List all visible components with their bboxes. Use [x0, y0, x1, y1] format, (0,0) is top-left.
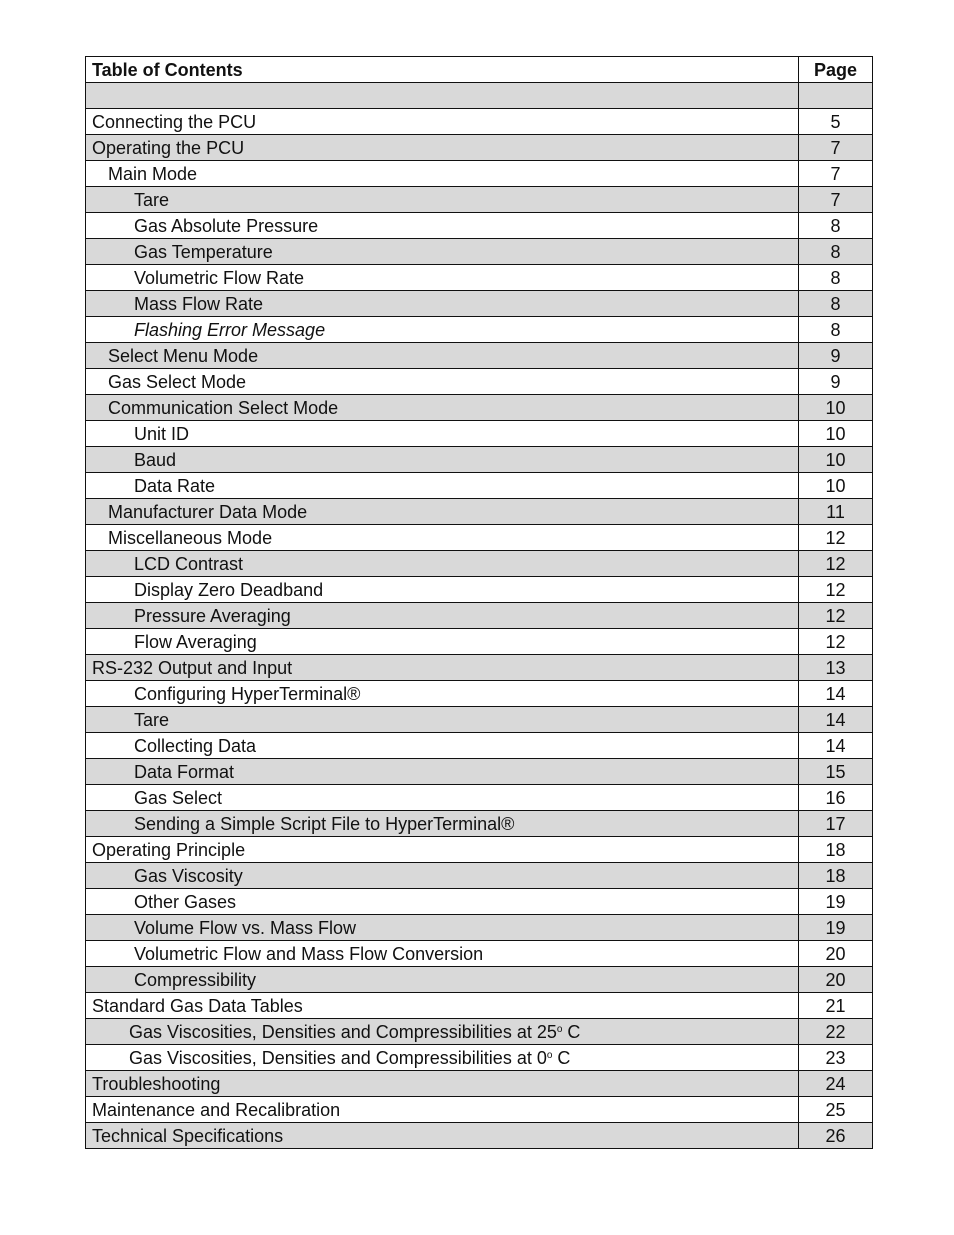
toc-row [86, 421, 873, 447]
toc-entry-page: 5 [799, 109, 873, 135]
toc-entry-text: Standard Gas Data Tables [92, 995, 303, 1016]
toc-entry-page: 8 [799, 265, 873, 291]
toc-entry-text: Communication Select Mode [108, 397, 339, 418]
toc-entry-title [86, 707, 799, 733]
toc-row [86, 1123, 873, 1149]
toc-entry-text: Unit ID [134, 423, 190, 444]
toc-entry-page: 19 [799, 889, 873, 915]
toc-row [86, 109, 873, 135]
toc-entry-text: Volumetric Flow Rate [134, 267, 305, 288]
toc-entry-title [86, 1045, 799, 1071]
toc-entry-title [86, 83, 799, 109]
toc-entry-text: Troubleshooting [92, 1073, 221, 1094]
toc-entry-page: 14 [799, 733, 873, 759]
toc-entry-text: Data Format [134, 761, 235, 782]
toc-entry-text: Baud [134, 449, 177, 470]
toc-entry-title [86, 993, 799, 1019]
toc-entry-page: 8 [799, 317, 873, 343]
toc-row [86, 473, 873, 499]
toc-row [86, 967, 873, 993]
toc-entry-title [86, 187, 799, 213]
toc-row [86, 343, 873, 369]
toc-entry-text: Other Gases [134, 891, 237, 912]
toc-row [86, 707, 873, 733]
toc-entry-page: 26 [799, 1123, 873, 1149]
toc-entry-title [86, 889, 799, 915]
toc-row [86, 863, 873, 889]
toc-entry-page: 8 [799, 291, 873, 317]
toc-entry-text: Display Zero Deadband [134, 579, 324, 600]
toc-entry-page: 8 [799, 213, 873, 239]
toc-entry-page: 25 [799, 1097, 873, 1123]
toc-entry-page: 11 [799, 499, 873, 525]
toc-entry-page: 7 [799, 135, 873, 161]
toc-row [86, 187, 873, 213]
toc-entry-text: Gas Absolute Pressure [134, 215, 319, 236]
toc-entry-title [86, 135, 799, 161]
toc-entry-title [86, 759, 799, 785]
toc-entry-page: 16 [799, 785, 873, 811]
toc-entry-page: 10 [799, 473, 873, 499]
toc-entry-text: Miscellaneous Mode [108, 527, 273, 548]
toc-entry-page: 20 [799, 967, 873, 993]
toc-entry-title [86, 525, 799, 551]
toc-row [86, 1097, 873, 1123]
toc-entry-title [86, 1123, 799, 1149]
toc-entry-text: Operating the PCU [92, 137, 245, 158]
toc-entry-text: Compressibility [134, 969, 257, 990]
toc-row [86, 1071, 873, 1097]
toc-entry-page: 14 [799, 681, 873, 707]
toc-entry-title [86, 655, 799, 681]
toc-entry-page: 10 [799, 395, 873, 421]
toc-entry-text: Gas Viscosity [134, 865, 243, 886]
toc-row [86, 395, 873, 421]
toc-entry-title [86, 681, 799, 707]
toc-entry-title [86, 551, 799, 577]
toc-row [86, 681, 873, 707]
toc-row [86, 993, 873, 1019]
toc-row [86, 525, 873, 551]
toc-row [86, 889, 873, 915]
toc-entry-page: 21 [799, 993, 873, 1019]
toc-entry-text: Gas Temperature [134, 241, 273, 262]
toc-entry-text: Gas Select Mode [108, 371, 247, 392]
toc-entry-page: 22 [799, 1019, 873, 1045]
toc-entry-text: LCD Contrast [134, 553, 244, 574]
toc-entry-text: Data Rate [134, 475, 216, 496]
toc-row [86, 317, 873, 343]
toc-row [86, 655, 873, 681]
toc-entry-page: 18 [799, 863, 873, 889]
toc-entry-title [86, 343, 799, 369]
toc-entry-page: 18 [799, 837, 873, 863]
toc-row [86, 603, 873, 629]
toc-entry-text: Volume Flow vs. Mass Flow [134, 917, 357, 938]
toc-entry-text: RS-232 Output and Input [92, 657, 293, 678]
toc-entry-page: 8 [799, 239, 873, 265]
toc-entry-text: Maintenance and Recalibration [92, 1099, 341, 1120]
toc-entry-text: Select Menu Mode [108, 345, 259, 366]
toc-entry-title [86, 837, 799, 863]
toc-entry-title [86, 109, 799, 135]
toc-entry-title [86, 1071, 799, 1097]
toc-entry-text: Technical Specifications [92, 1125, 284, 1146]
table-of-contents [85, 56, 873, 1149]
toc-entry-title [86, 1097, 799, 1123]
toc-entry-page: 12 [799, 525, 873, 551]
toc-entry-title [86, 733, 799, 759]
toc-entry-title [86, 629, 799, 655]
toc-row [86, 837, 873, 863]
toc-entry-text: Connecting the PCU [92, 111, 257, 132]
toc-entry-title [86, 915, 799, 941]
toc-entry-text: Collecting Data [134, 735, 257, 756]
toc-row [86, 915, 873, 941]
toc-entry-text: Tare [134, 189, 170, 210]
toc-entry-text: Gas Select [134, 787, 223, 808]
toc-row [86, 733, 873, 759]
toc-entry-title [86, 967, 799, 993]
toc-entry-text: Operating Principle [92, 839, 246, 860]
toc-entry-page: 19 [799, 915, 873, 941]
toc-entry-text: Gas Viscosities, Densities and Compressibilities at 25 [129, 1021, 557, 1042]
degree-superscript: o [546, 1049, 553, 1061]
toc-entry-page: 7 [799, 161, 873, 187]
toc-entry-page: 9 [799, 343, 873, 369]
toc-row [86, 577, 873, 603]
toc-entry-page: 23 [799, 1045, 873, 1071]
toc-entry-title [86, 941, 799, 967]
toc-entry-page: 10 [799, 421, 873, 447]
toc-entry-title [86, 863, 799, 889]
toc-entry-page: 12 [799, 603, 873, 629]
toc-entry-page: 12 [799, 551, 873, 577]
toc-entry-unit: C [552, 1047, 571, 1068]
toc-entry-unit: C [562, 1021, 581, 1042]
toc-entry-title [86, 317, 799, 343]
toc-entry-page: 12 [799, 577, 873, 603]
toc-entry-text: Gas Viscosities, Densities and Compressibilities at 0 [129, 1047, 547, 1068]
toc-entry-text: Pressure Averaging [134, 605, 291, 626]
toc-row [86, 369, 873, 395]
toc-row [86, 265, 873, 291]
toc-entry-title [86, 369, 799, 395]
toc-row [86, 135, 873, 161]
toc-entry-title [86, 265, 799, 291]
toc-entry-page: 20 [799, 941, 873, 967]
toc-row [86, 811, 873, 837]
toc-entry-title [86, 1019, 799, 1045]
toc-entry-text: Flashing Error Message [134, 319, 326, 340]
toc-entry-title [86, 421, 799, 447]
toc-row [86, 1045, 873, 1071]
toc-entry-title [86, 395, 799, 421]
toc-entry-text: Volumetric Flow and Mass Flow Conversion [134, 943, 484, 964]
toc-row [86, 551, 873, 577]
toc-entry-page: 13 [799, 655, 873, 681]
page-column-header: Page [799, 57, 873, 83]
toc-title: Table of Contents [86, 57, 799, 83]
toc-row [86, 629, 873, 655]
toc-entry-title [86, 785, 799, 811]
toc-entry-title [86, 603, 799, 629]
toc-entry-text: Tare [134, 709, 170, 730]
toc-row [86, 759, 873, 785]
toc-entry-title [86, 161, 799, 187]
toc-entry-page: 10 [799, 447, 873, 473]
toc-entry-title [86, 213, 799, 239]
toc-entry-page: 12 [799, 629, 873, 655]
toc-entry-title [86, 291, 799, 317]
toc-entry-text: Mass Flow Rate [134, 293, 264, 314]
toc-entry-page: 14 [799, 707, 873, 733]
toc-row [86, 83, 873, 109]
toc-entry-text: Sending a Simple Script File to HyperTerminal® [134, 813, 515, 834]
toc-row [86, 941, 873, 967]
toc-entry-title [86, 239, 799, 265]
toc-entry-text: Main Mode [108, 163, 198, 184]
toc-row [86, 785, 873, 811]
toc-row [86, 447, 873, 473]
degree-superscript: o [556, 1023, 563, 1035]
toc-entry-title [86, 811, 799, 837]
toc-entry-text: Flow Averaging [134, 631, 257, 652]
toc-row [86, 1019, 873, 1045]
toc-entry-text: Manufacturer Data Mode [108, 501, 308, 522]
toc-row [86, 499, 873, 525]
toc-entry-page: 9 [799, 369, 873, 395]
toc-entry-text: Configuring HyperTerminal® [134, 683, 361, 704]
toc-row [86, 291, 873, 317]
toc-entry-page [799, 83, 873, 109]
toc-row [86, 213, 873, 239]
toc-row [86, 161, 873, 187]
toc-entry-title [86, 447, 799, 473]
toc-entry-page: 24 [799, 1071, 873, 1097]
toc-entry-page: 17 [799, 811, 873, 837]
toc-entry-title [86, 577, 799, 603]
toc-header-row [86, 57, 873, 83]
toc-entry-page: 7 [799, 187, 873, 213]
toc-row [86, 239, 873, 265]
toc-entry-title [86, 473, 799, 499]
toc-entry-title [86, 499, 799, 525]
toc-entry-page: 15 [799, 759, 873, 785]
